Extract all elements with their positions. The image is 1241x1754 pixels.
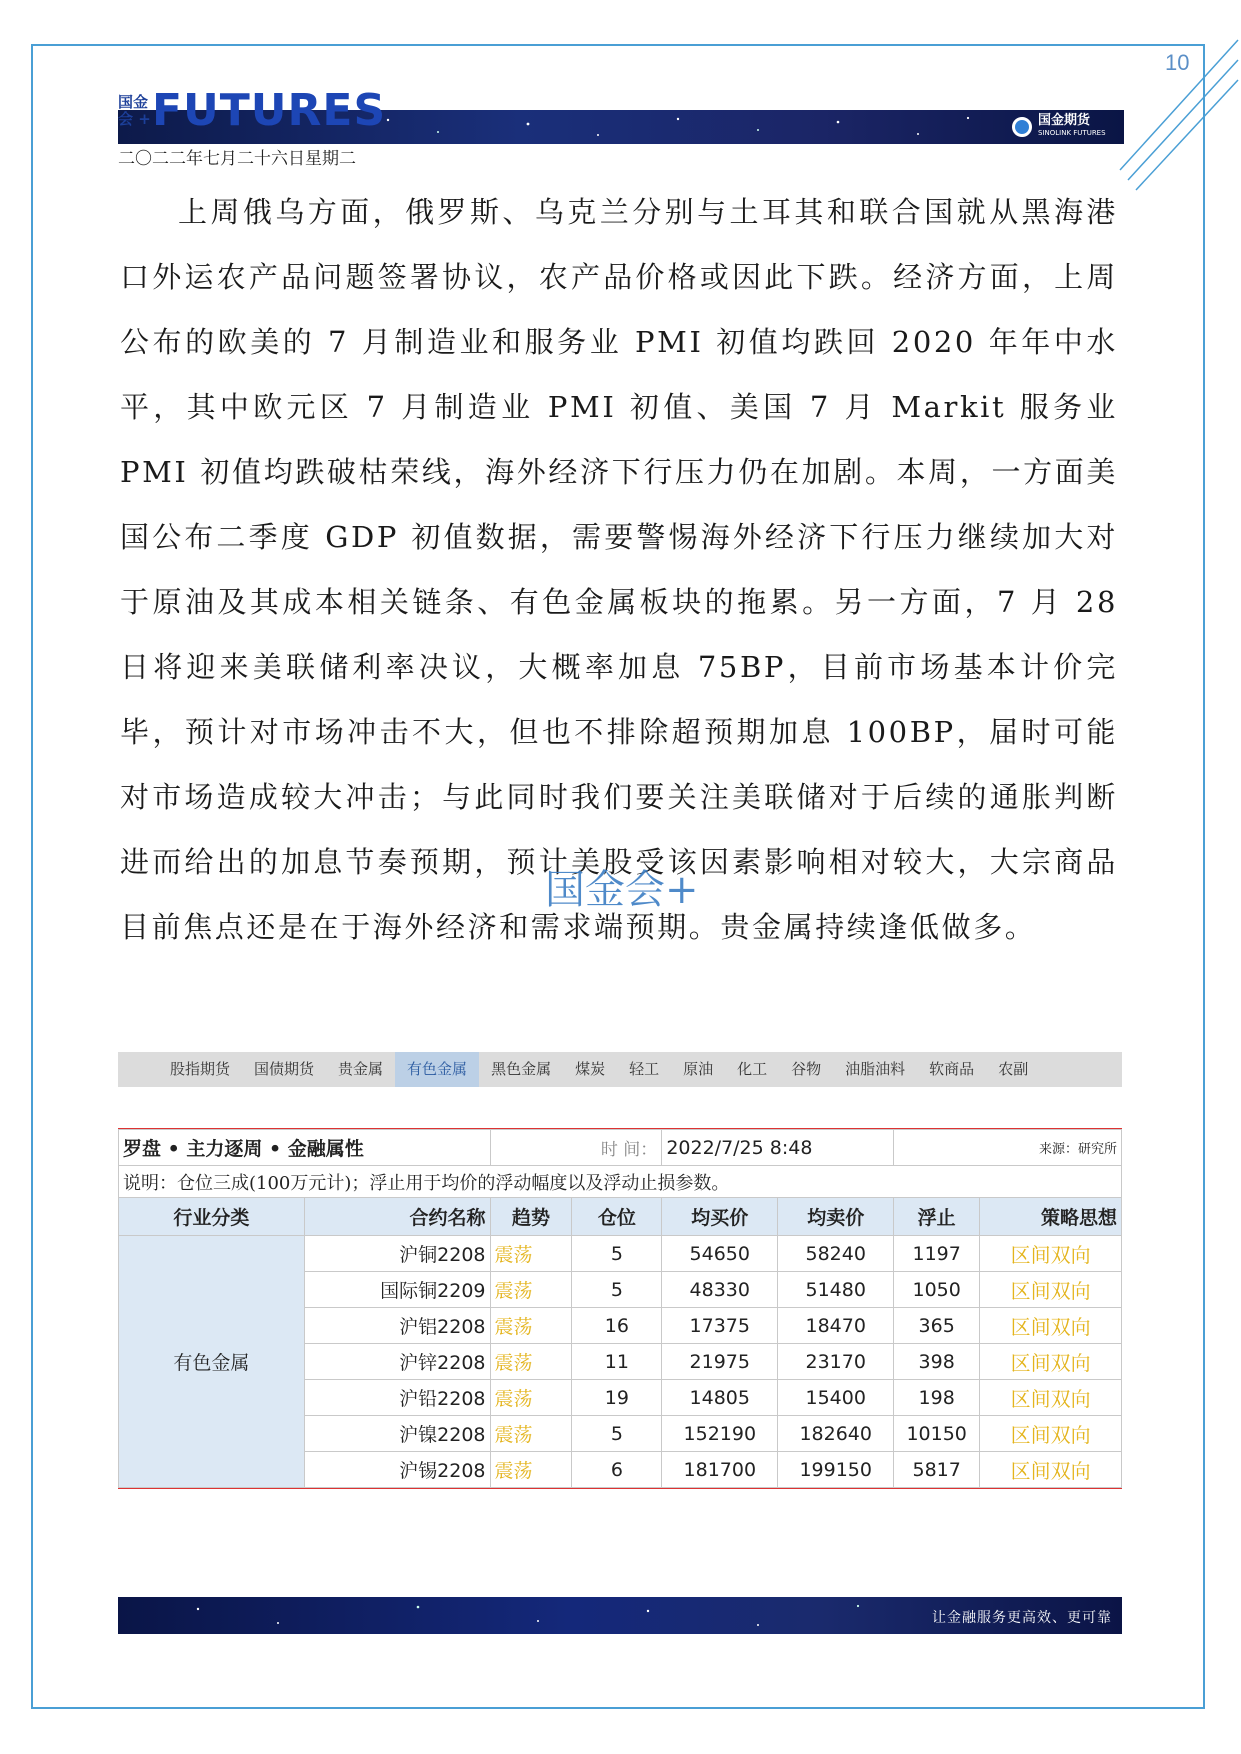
avg-buy-price: 152190 — [662, 1416, 778, 1452]
avg-buy-price: 21975 — [662, 1344, 778, 1380]
contract-name: 国际铜2209 — [304, 1272, 490, 1308]
avg-buy-price: 17375 — [662, 1308, 778, 1344]
position-value: 16 — [572, 1308, 662, 1344]
avg-sell-price: 15400 — [778, 1380, 894, 1416]
tab-item[interactable]: 股指期货 — [170, 1060, 231, 1078]
time-label: 时 间： — [490, 1130, 662, 1166]
position-value: 5 — [572, 1416, 662, 1452]
watermark: 国金会+ — [545, 867, 699, 913]
header-strategy: 策略思想 — [980, 1198, 1122, 1236]
header-sell: 均卖价 — [778, 1198, 894, 1236]
table-note-row — [119, 1166, 1122, 1198]
tab-item[interactable]: 有色金属 — [395, 1052, 479, 1087]
brand-en: SINOLINK FUTURES — [1038, 129, 1106, 137]
contract-name: 沪锡2208 — [304, 1452, 490, 1488]
avg-sell-price: 58240 — [778, 1236, 894, 1272]
tab-item[interactable]: 油脂油料 — [845, 1060, 906, 1078]
source-label: 来源：研究所 — [894, 1130, 1122, 1166]
contract-name: 沪铅2208 — [304, 1380, 490, 1416]
trend-value: 震荡 — [490, 1416, 572, 1452]
position-value: 11 — [572, 1344, 662, 1380]
strategy-value: 区间双向 — [980, 1308, 1122, 1344]
header-position: 仓位 — [572, 1198, 662, 1236]
avg-sell-price: 51480 — [778, 1272, 894, 1308]
tab-item[interactable]: 贵金属 — [338, 1060, 384, 1078]
avg-sell-price: 18470 — [778, 1308, 894, 1344]
tab-item[interactable]: 农副 — [998, 1060, 1029, 1078]
page-number: 10 — [1165, 50, 1190, 75]
brand-circle-icon — [1012, 117, 1032, 137]
trend-value: 震荡 — [490, 1452, 572, 1488]
avg-buy-price: 54650 — [662, 1236, 778, 1272]
trend-value: 震荡 — [490, 1272, 572, 1308]
trend-value: 震荡 — [490, 1344, 572, 1380]
float-stop: 5817 — [894, 1452, 980, 1488]
strategy-value: 区间双向 — [980, 1416, 1122, 1452]
contract-name: 沪铝2208 — [304, 1308, 490, 1344]
contract-name: 沪锌2208 — [304, 1344, 490, 1380]
header-category: 行业分类 — [119, 1198, 305, 1236]
strategy-table — [118, 1128, 1122, 1489]
strategy-value: 区间双向 — [980, 1236, 1122, 1272]
table-title-row — [119, 1130, 1122, 1166]
category-tabs — [118, 1052, 1122, 1087]
brand-cn: 国金期货 — [1038, 113, 1091, 128]
position-value: 19 — [572, 1380, 662, 1416]
tab-item[interactable]: 谷物 — [791, 1060, 822, 1078]
report-date: 二〇二二年七月二十六日星期二 — [118, 149, 356, 169]
avg-sell-price: 199150 — [778, 1452, 894, 1488]
float-stop: 10150 — [894, 1416, 980, 1452]
position-value: 5 — [572, 1272, 662, 1308]
body-paragraph: 上周俄乌方面，俄罗斯、乌克兰分别与土耳其和联合国就从黑海港口外运农产品问题签署协议，农产品价格或因此下跌。经济方面，上周公布的欧美的 7 月制造业和服务业 PMI 初值均跌回 2020 年年中水平，其中欧元区 7 月制造业 PMI 初值、美国 7 月 Markit 服务业 PMI 初值均跌破枯荣线，海外经济下行压力仍在加剧。本周，一方面美国公布二季度 GDP 初值数据，需要警惕海外经济下行压力继续加大对于原油及其成本相关链条、有色金属板块的拖累。另一方面，7 月 28 日将迎来美联储利率决议，大概率加息 75BP，目前市场基本计价完毕，预计对市场冲击不大，但也不排除超预期加息 100BP，届时可能对市场造成较大冲击；与此同时我们要关注美联储对于后续的通胀判断进而给出的加息节奏预期，预计美股受该因素影响相对较大，大宗商品目前焦点还是在于海外经济和需求端预期。贵金属持续逢低做多。 — [120, 195, 1118, 944]
float-stop: 365 — [894, 1308, 980, 1344]
strategy-value: 区间双向 — [980, 1344, 1122, 1380]
tab-item[interactable]: 化工 — [737, 1060, 768, 1078]
table-header-row — [119, 1198, 1122, 1236]
position-value: 5 — [572, 1236, 662, 1272]
tab-item[interactable]: 黑色金属 — [491, 1060, 552, 1078]
avg-buy-price: 14805 — [662, 1380, 778, 1416]
time-value: 2022/7/25 8:48 — [662, 1130, 894, 1166]
table-title: 罗盘 • 主力逐周 • 金融属性 — [119, 1130, 491, 1166]
float-stop: 1050 — [894, 1272, 980, 1308]
avg-buy-price: 48330 — [662, 1272, 778, 1308]
logo-cn-top: 国金 — [118, 93, 149, 111]
trend-value: 震荡 — [490, 1236, 572, 1272]
tab-item[interactable]: 软商品 — [929, 1060, 975, 1078]
contract-name: 沪铜2208 — [304, 1236, 490, 1272]
trend-value: 震荡 — [490, 1380, 572, 1416]
table-row — [119, 1236, 1122, 1272]
contract-name: 沪镍2208 — [304, 1416, 490, 1452]
header-contract: 合约名称 — [304, 1198, 490, 1236]
header-stop: 浮止 — [894, 1198, 980, 1236]
logo — [118, 85, 387, 136]
float-stop: 1197 — [894, 1236, 980, 1272]
position-value: 6 — [572, 1452, 662, 1488]
body-text — [120, 180, 1118, 960]
category-cell: 有色金属 — [119, 1236, 305, 1488]
tab-item[interactable]: 国债期货 — [254, 1060, 315, 1078]
brand-mark — [1012, 114, 1106, 140]
header-trend: 趋势 — [490, 1198, 572, 1236]
avg-sell-price: 182640 — [778, 1416, 894, 1452]
logo-cn-bottom: 会 + — [118, 110, 151, 128]
trend-value: 震荡 — [490, 1308, 572, 1344]
tab-item[interactable]: 轻工 — [629, 1060, 660, 1078]
float-stop: 398 — [894, 1344, 980, 1380]
footer-slogan: 让金融服务更高效、更可靠 — [932, 1610, 1112, 1626]
avg-sell-price: 23170 — [778, 1344, 894, 1380]
avg-buy-price: 181700 — [662, 1452, 778, 1488]
tab-item[interactable]: 原油 — [683, 1060, 714, 1078]
float-stop: 198 — [894, 1380, 980, 1416]
header-buy: 均买价 — [662, 1198, 778, 1236]
logo-word: FUTURES — [152, 85, 387, 136]
tab-item[interactable]: 煤炭 — [575, 1060, 606, 1078]
footer-band — [118, 1597, 1122, 1634]
strategy-value: 区间双向 — [980, 1452, 1122, 1488]
table-note: 说明：仓位三成(100万元计)；浮止用于均价的浮动幅度以及浮动止损参数。 — [119, 1166, 1122, 1198]
strategy-value: 区间双向 — [980, 1272, 1122, 1308]
strategy-value: 区间双向 — [980, 1380, 1122, 1416]
